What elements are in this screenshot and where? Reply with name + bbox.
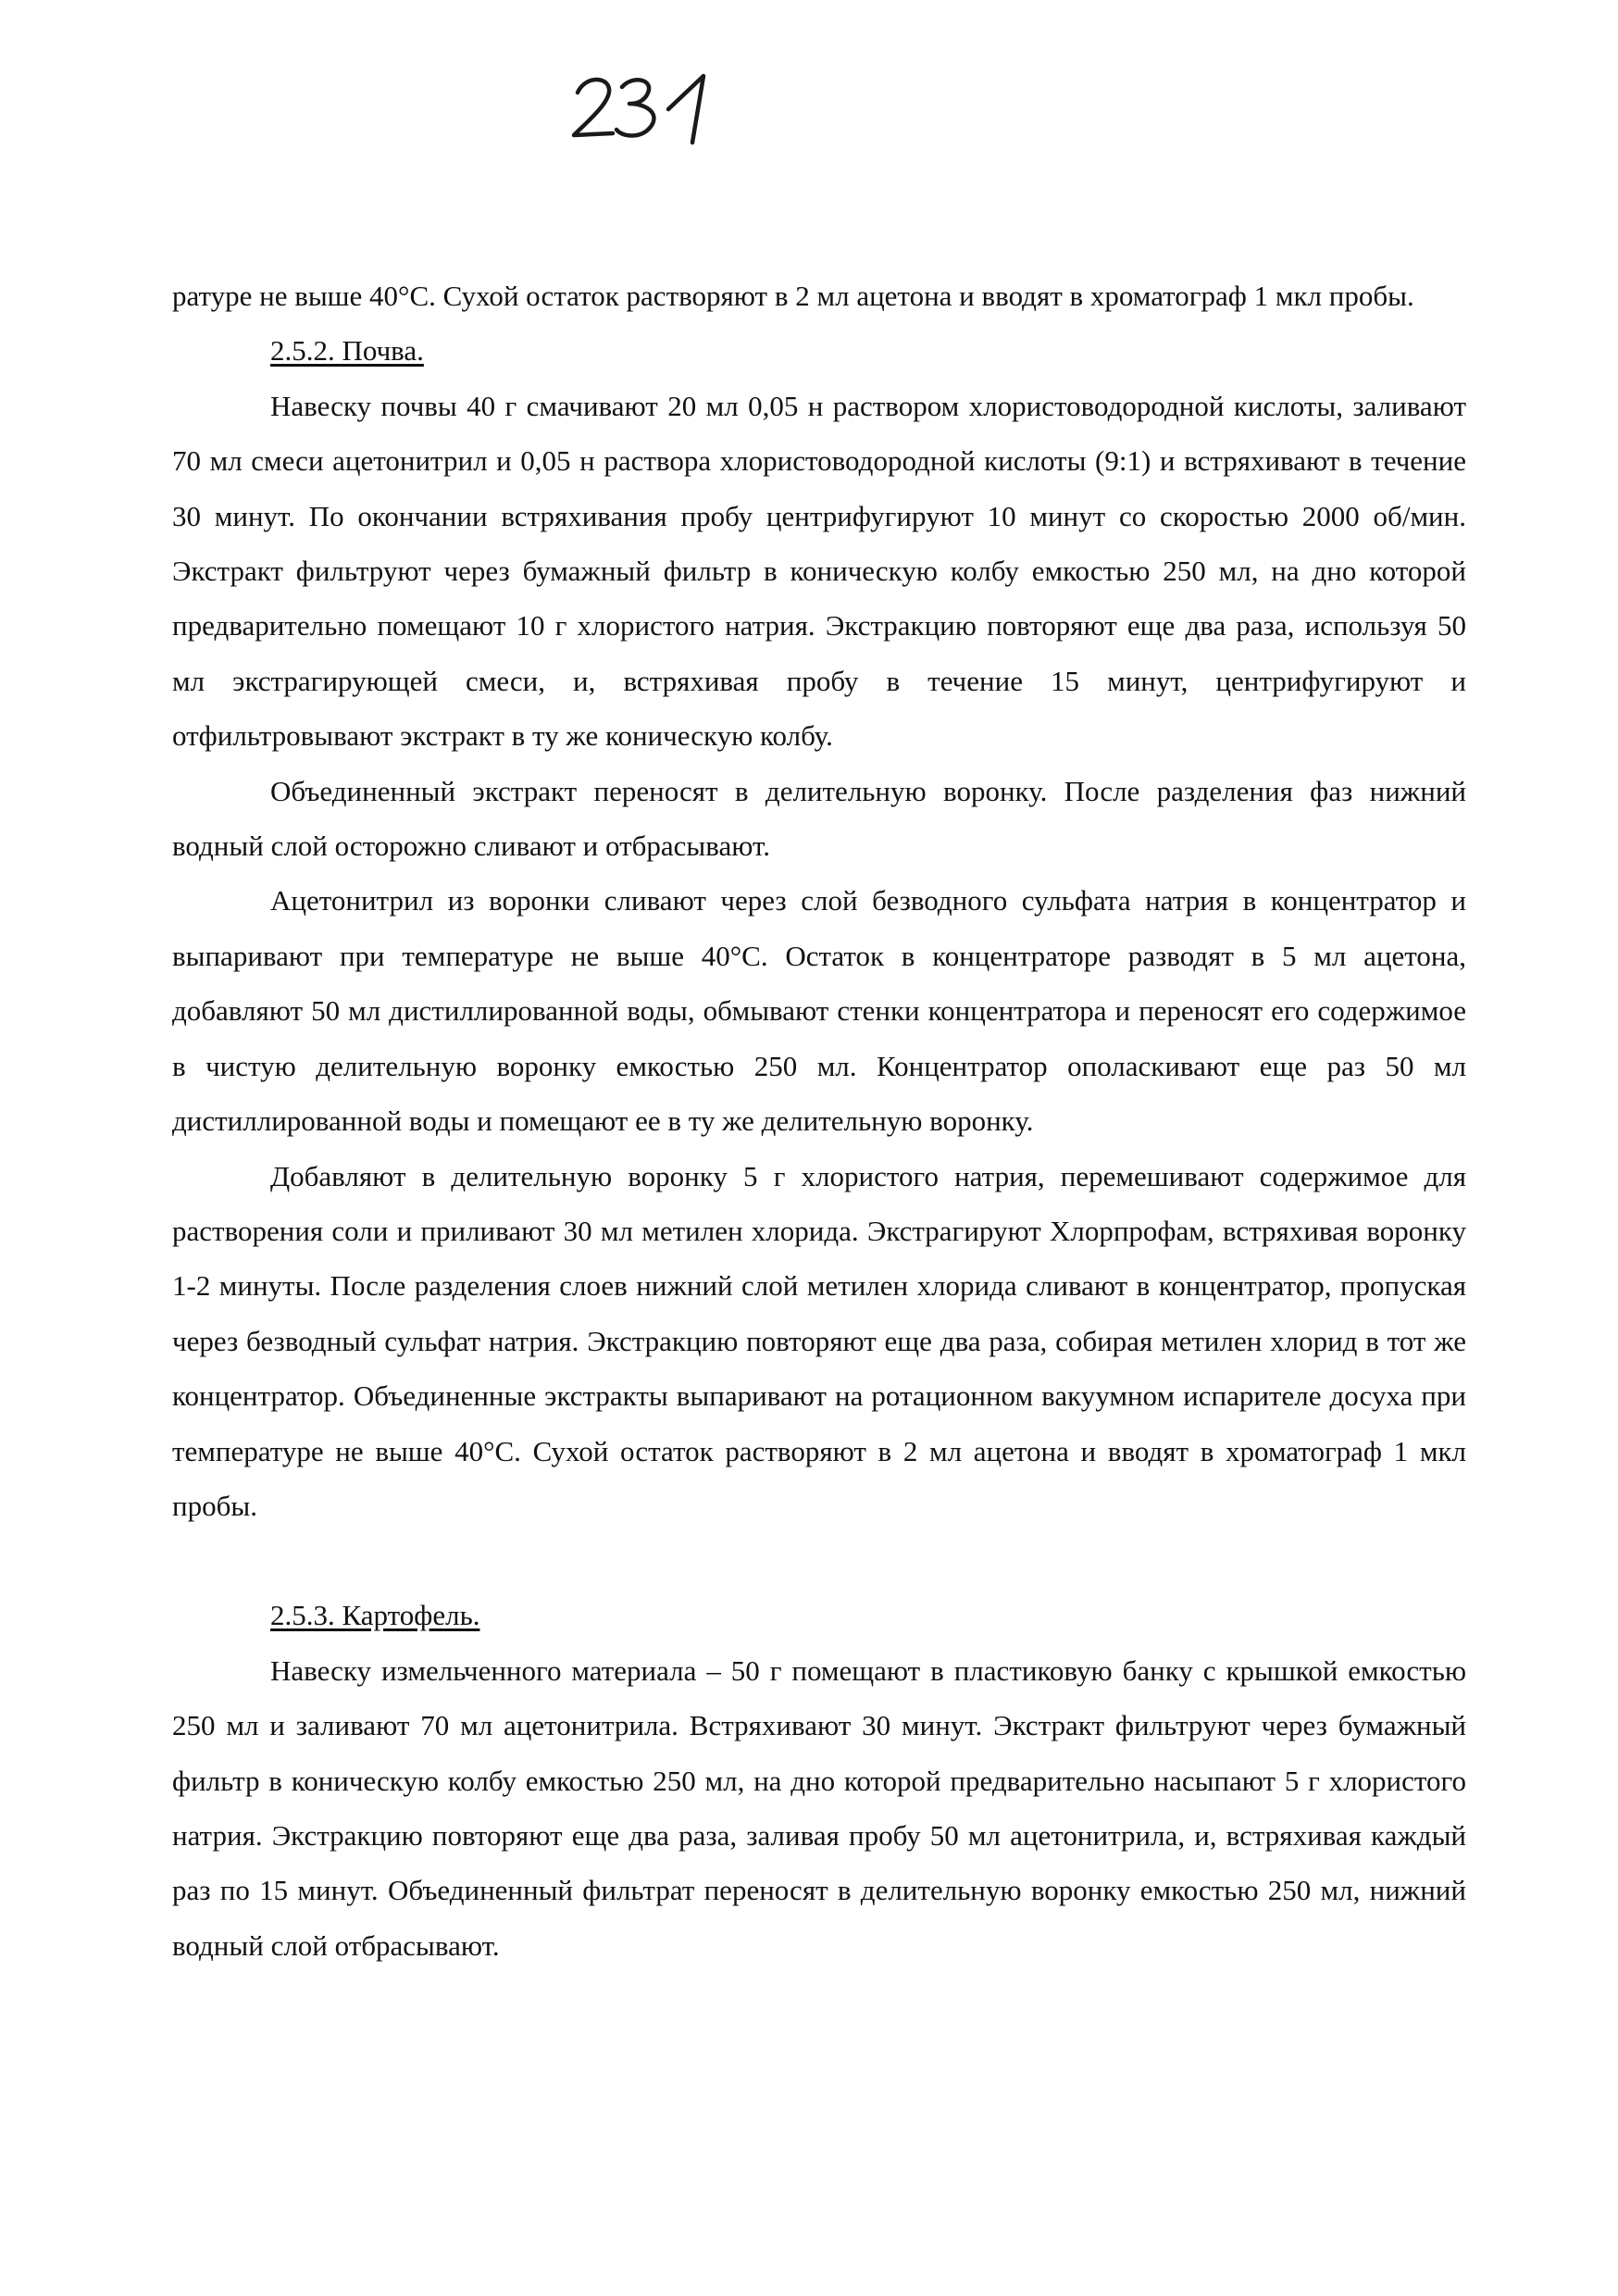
section-heading-potato: 2.5.3. Картофель.: [270, 1599, 480, 1632]
paragraph-continuation: ратуре не выше 40°С. Сухой остаток растворяют в 2 мл ацетона и вводят в хроматограф 1 мкл пробы.: [172, 280, 1414, 312]
section-heading-soil: 2.5.2. Почва.: [270, 334, 424, 368]
handwritten-page-number: [565, 54, 768, 156]
paragraph-potato-sample: Навеску измельченного материала – 50 г помещают в пластиковую банку с крышкой емкостью 250 мл и заливают 70 мл ацетонитрила. Встряхивают 30 минут. Экстракт фильтруют через бумажный фильтр в коническую колбу емкостью 250 мл, на дно которой предварительно насыпают 5 г хлористого натрия. Экстракцию повторяют еще два раза, заливая пробу 50 мл ацетонитрила, и, встряхивая каждый раз по 15 минут. Объединенный фильтрат переносят в делительную воронку емкостью 250 мл, нижний водный слой отбрасывают.: [172, 1653, 1466, 1962]
paragraph-acetonitrile: Ацетонитрил из воронки сливают через слой безводного сульфата натрия в концентратор и выпаривают при температуре не выше 40°С. Остаток в концентраторе разводят в 5 мл ацетона, добавляют 50 мл дистиллированной воды, обмывают стенки концентратора и переносят его содержимое в чистую делительную воронку емкостью 250 мл. Концентратор ополаскивают еще раз 50 мл дистиллированной воды и помещают ее в ту же делительную воронку.: [172, 884, 1466, 1138]
paragraph-soil-sample: Навеску почвы 40 г смачивают 20 мл 0,05 н раствором хлористоводородной кислоты, заливают 70 мл смеси ацетонитрил и 0,05 н раствора хлористоводородной кислоты (9:1) и встряхивают в течение 30 минут. По окончании встряхивания пробу центрифугируют 10 минут со скоростью 2000 об/мин. Экстракт фильтруют через бумажный фильтр в коническую колбу емкостью 250 мл, на дно которой предварительно помещают 10 г хлористого натрия. Экстракцию повторяют еще два раза, используя 50 мл экстрагирующей смеси, и, встряхивая пробу в течение 15 минут, центрифугируют и отфильтровывают экстракт в ту же коническую колбу.: [172, 389, 1466, 753]
document-body: [172, 268, 1466, 1973]
paragraph-combined-extract: Объединенный экстракт переносят в делительную воронку. После разделения фаз нижний водный слой осторожно сливают и отбрасывают.: [172, 774, 1466, 863]
handwritten-page-number-drawing: [565, 54, 768, 156]
paragraph-methylene-chloride: Добавляют в делительную воронку 5 г хлористого натрия, перемешивают содержимое для растворения соли и приливают 30 мл метилен хлорида. Экстрагируют Хлорпрофам, встряхивая воронку 1-2 минуты. После разделения слоев нижний слой метилен хлорида сливают в концентратор, пропуская через безводный сульфат натрия. Экстракцию повторяют еще два раза, собирая метилен хлорид в тот же концентратор. Объединенные экстракты выпаривают на ротационном вакуумном испарителе досуха при температуре не выше 40°С. Сухой остаток растворяют в 2 мл ацетона и вводят в хроматограф 1 мкл пробы.: [172, 1159, 1466, 1522]
